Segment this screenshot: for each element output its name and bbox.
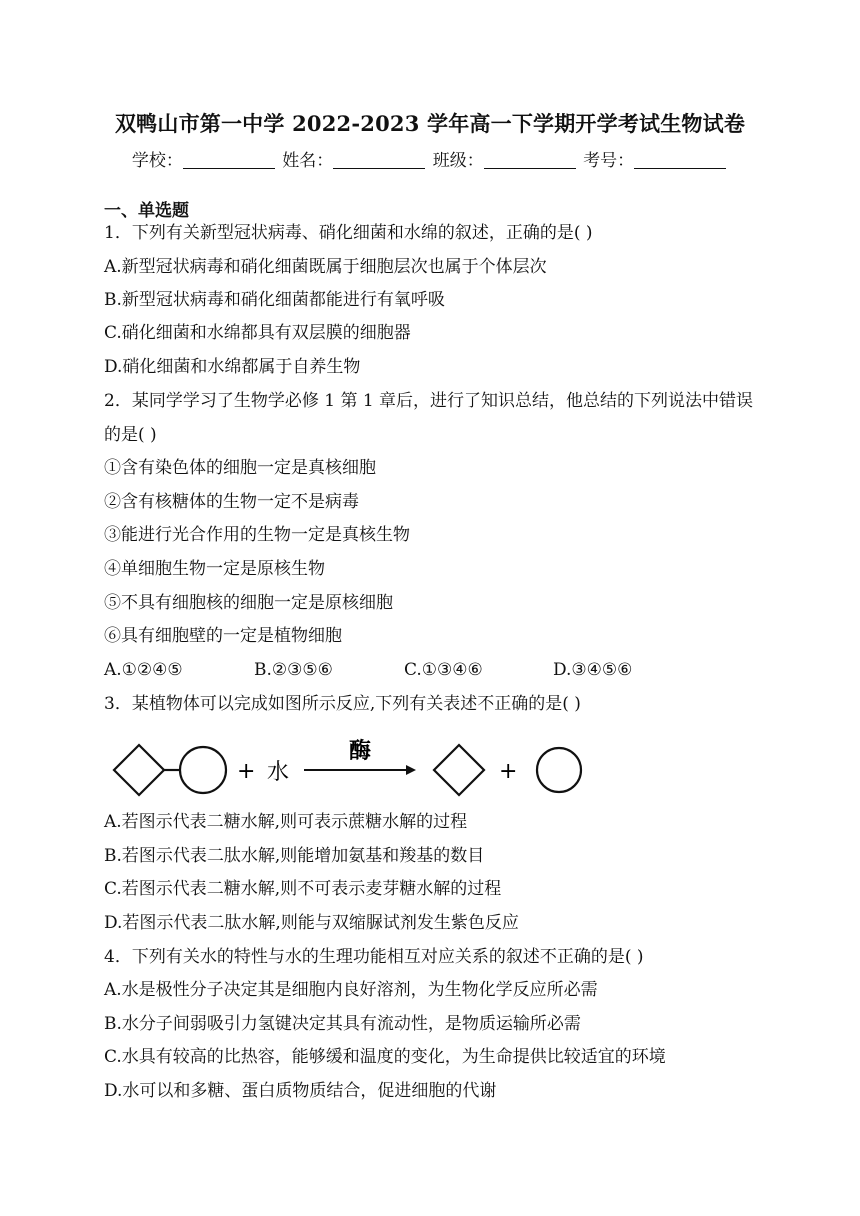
q2-statement-1: ①含有染色体的细胞一定是真核细胞: [104, 458, 376, 478]
q1-option-c: C.硝化细菌和水绵都具有双层膜的细胞器: [104, 323, 411, 343]
exam-number-blank: [634, 152, 726, 169]
q2-option-c: C.①③④⑥: [404, 660, 483, 680]
q2-statement-5: ⑤不具有细胞核的细胞一定是原核细胞: [104, 593, 393, 613]
q2-option-d: D.③④⑤⑥: [553, 660, 633, 680]
q3-option-b: B.若图示代表二肽水解,则能增加氨基和羧基的数目: [104, 846, 485, 866]
q2-statement-4: ④单细胞生物一定是原核生物: [104, 559, 325, 579]
q4-option-b: B.水分子间弱吸引力氢键决定其具有流动性，是物质运输所必需: [104, 1014, 581, 1034]
q4-option-c: C.水具有较高的比热容，能够缓和温度的变化，为生命提供比较适宜的环境: [104, 1047, 666, 1067]
q1-stem: 1．下列有关新型冠状病毒、硝化细菌和水绵的叙述，正确的是( ): [104, 223, 593, 243]
q2-stem-cont: 的是( ): [104, 425, 157, 445]
q3-option-c: C.若图示代表二糖水解,则不可表示麦芽糖水解的过程: [104, 879, 502, 899]
exam-title: 双鸭山市第一中学 2022-2023 学年高一下学期开学考试生物试卷: [114, 111, 746, 136]
q3-option-d: D.若图示代表二肽水解,则能与双缩脲试剂发生紫色反应: [104, 913, 519, 933]
q4-stem: 4．下列有关水的特性与水的生理功能相互对应关系的叙述不正确的是( ): [104, 947, 644, 967]
q3-stem: 3．某植物体可以完成如图所示反应,下列有关表述不正确的是( ): [104, 694, 581, 714]
q2-options: [104, 659, 704, 681]
class-blank: [484, 152, 576, 169]
q1-option-b: B.新型冠状病毒和硝化细菌都能进行有氧呼吸: [104, 290, 445, 310]
name-blank: [333, 152, 425, 169]
school-blank: [183, 152, 275, 169]
q1-option-d: D.硝化细菌和水绵都属于自养生物: [104, 357, 361, 377]
reaction-arrowhead: [406, 765, 416, 775]
circle-molecule-right: [537, 748, 581, 792]
diamond-molecule-left: [114, 745, 164, 795]
q3-option-a: A.若图示代表二糖水解,则可表示蔗糖水解的过程: [104, 812, 468, 832]
exam-number-label: 考号：: [583, 151, 635, 171]
student-info-line: [0, 146, 860, 171]
q2-statement-3: ③能进行光合作用的生物一定是真核生物: [104, 525, 410, 545]
diamond-molecule-right: [434, 745, 484, 795]
reaction-diagram: [104, 730, 584, 810]
water-label: 水: [267, 760, 290, 785]
enzyme-label: 酶: [349, 738, 372, 764]
q2-stem: 2．某同学学习了生物学必修 1 第 1 章后，进行了知识总结，他总结的下列说法中错误: [104, 391, 754, 411]
school-label: 学校：: [131, 151, 183, 171]
q4-option-d: D.水可以和多糖、蛋白质物质结合，促进细胞的代谢: [104, 1081, 497, 1101]
q2-statement-2: ②含有核糖体的生物一定不是病毒: [104, 492, 359, 512]
q1-option-a: A.新型冠状病毒和硝化细菌既属于细胞层次也属于个体层次: [104, 257, 547, 277]
class-label: 班级：: [432, 151, 484, 171]
plus-sign-1: +: [237, 759, 256, 784]
q4-option-a: A.水是极性分子决定其是细胞内良好溶剂，为生物化学反应所必需: [104, 980, 598, 1000]
circle-molecule-left: [180, 747, 226, 793]
q2-option-b: B.②③⑤⑥: [254, 660, 333, 680]
plus-sign-2: +: [499, 759, 518, 784]
q2-statement-6: ⑥具有细胞壁的一定是植物细胞: [104, 626, 342, 646]
section-heading: 一、单选题: [104, 201, 189, 221]
q2-option-a: A.①②④⑤: [104, 660, 183, 680]
name-label: 姓名：: [282, 151, 334, 171]
